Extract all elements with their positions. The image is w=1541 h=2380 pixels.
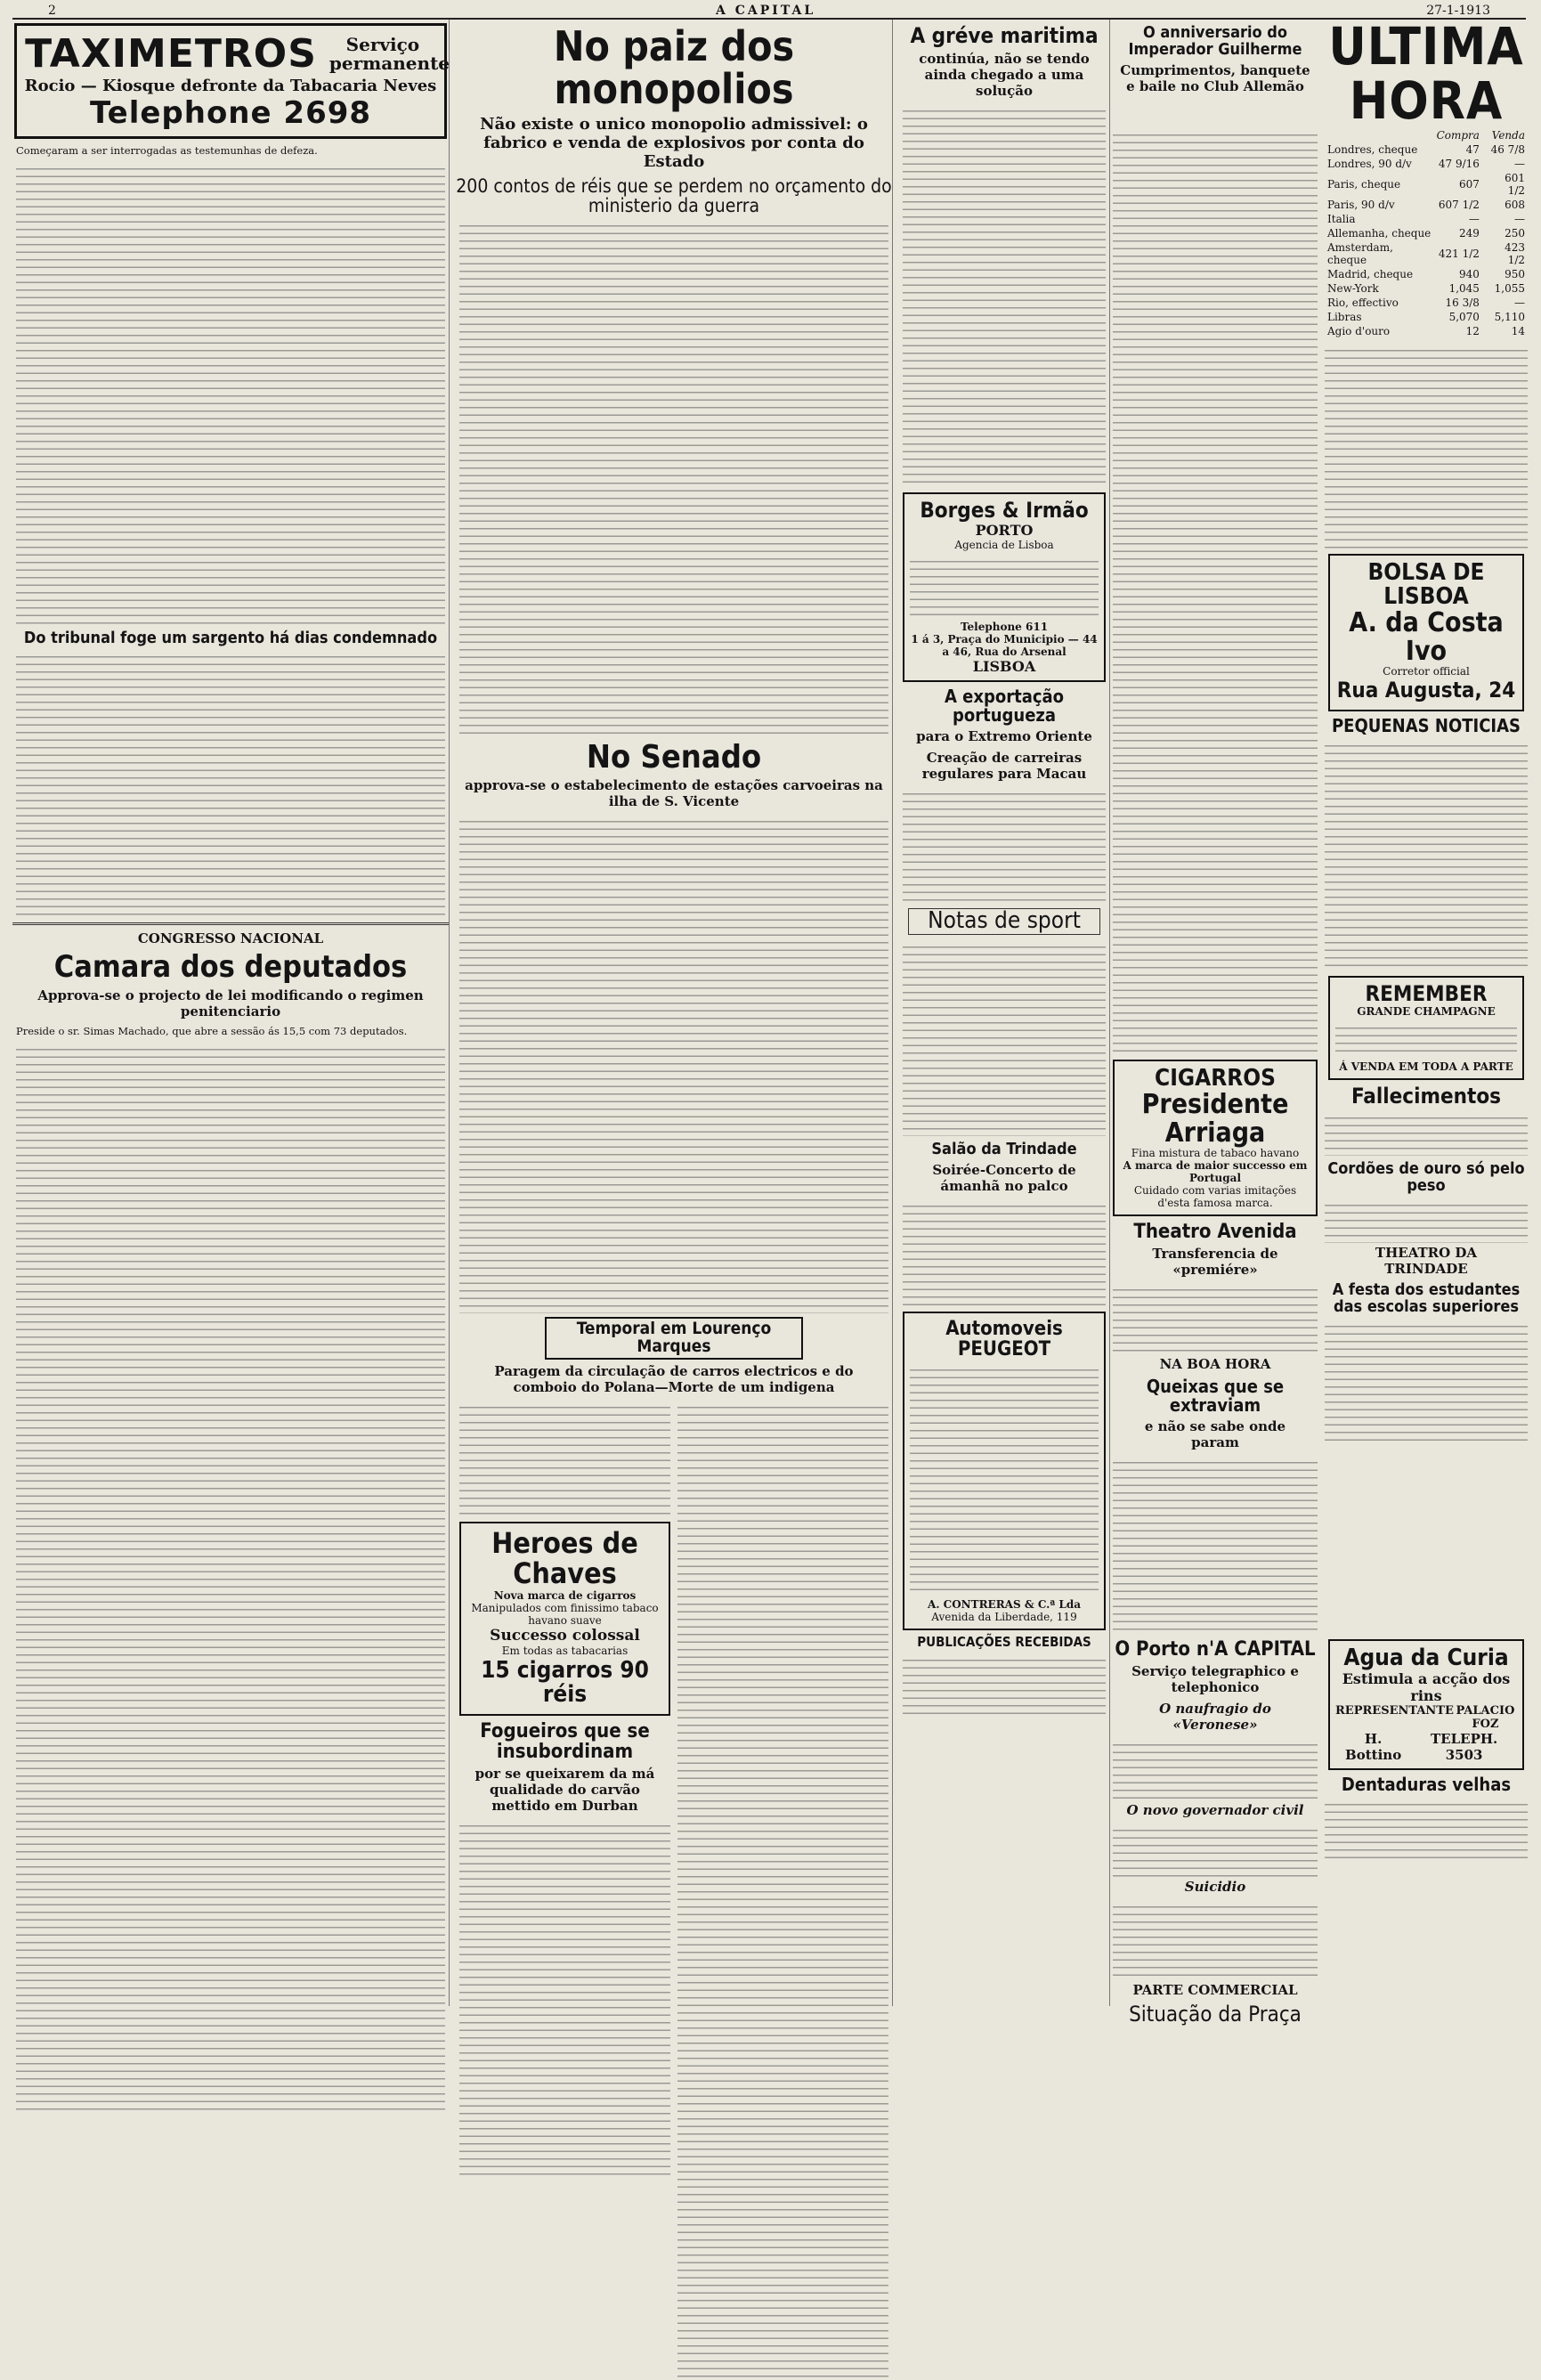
text-block xyxy=(903,1199,1106,1306)
page-number: 2 xyxy=(48,4,56,18)
heroes-line-4: Em todas as tabacarias xyxy=(501,1644,629,1657)
borges-city-2: LISBOA xyxy=(972,658,1036,676)
publicacoes-headline: PUBLICAÇÕES RECEBIDAS xyxy=(917,1633,1091,1650)
exchange-row xyxy=(1325,240,1528,267)
exchange-currency: Paris, 90 d/v xyxy=(1327,198,1395,211)
bolsa-lisboa-ad xyxy=(1328,554,1524,711)
boa-hora-label: NA BOA HORA xyxy=(1159,1356,1271,1373)
exchange-buy: 940 xyxy=(1459,267,1480,280)
curia-rep: REPRESENTANTE xyxy=(1335,1704,1454,1718)
remember-sub: GRANDE CHAMPAGNE xyxy=(1357,1004,1496,1018)
text-block xyxy=(903,940,1106,1136)
export-subheadline-2: Creação de carreiras regulares para Macau xyxy=(921,750,1087,783)
exchange-buy: 16 3/8 xyxy=(1445,296,1480,309)
fogueiros-headline: Fogueiros que se insubordinam xyxy=(480,1720,650,1764)
cig-line-3: Cuidado com varias imitações d'esta famosa marca. xyxy=(1133,1184,1297,1210)
camara-subheadline: Approva-se o projecto de lei modificando o regimen penitenciario xyxy=(37,987,424,1020)
exchange-sell: 46 7/8 xyxy=(1490,142,1525,156)
cig-name: Presidente Arriaga xyxy=(1141,1089,1289,1149)
tribunal-headline: Do tribunal foge um sargento há dias condemnado xyxy=(23,628,438,647)
aniv-headline: O anniversario do Imperador Guilherme xyxy=(1128,23,1302,59)
pequenas-headline: PEQUENAS NOTICIAS xyxy=(1332,714,1521,736)
text-block xyxy=(459,1401,670,1516)
bolsa-role: Corretor official xyxy=(1383,665,1470,678)
text-block xyxy=(1113,1824,1318,1877)
masthead xyxy=(12,4,1526,20)
governador-headline: O novo governador civil xyxy=(1126,1802,1304,1819)
remember-sale: Á VENDA EM TODA A PARTE xyxy=(1339,1060,1513,1073)
taximetros-ad xyxy=(14,23,450,139)
exchange-sell: — xyxy=(1514,157,1525,170)
exchange-buy: 421 1/2 xyxy=(1438,247,1480,260)
exchange-sell: 601 1/2 xyxy=(1505,171,1525,197)
column-4 xyxy=(1113,16,1528,2027)
text-block xyxy=(1113,1283,1318,1354)
congress-label: CONGRESSO NACIONAL xyxy=(137,930,324,947)
column-2 xyxy=(456,20,893,2006)
text-block xyxy=(1325,739,1528,971)
exchange-row xyxy=(1325,267,1528,281)
export-subheadline: para o Extremo Oriente xyxy=(916,728,1092,745)
peugeot-ad xyxy=(903,1312,1106,1630)
text-block xyxy=(903,787,1106,903)
text-block xyxy=(459,219,888,735)
exchange-currency: Rio, effectivo xyxy=(1327,296,1399,309)
heroes-price: 15 cigarros 90 réis xyxy=(481,1656,649,1708)
exchange-sell: 250 xyxy=(1505,226,1525,240)
fogueiros-subheadline: por se queixarem da má qualidade do carvão mettido em Durban xyxy=(474,1766,655,1815)
festa-headline: A festa dos estudantes das escolas superiores xyxy=(1332,1279,1521,1316)
exchange-sell: 5,110 xyxy=(1494,310,1525,323)
exchange-table xyxy=(1325,128,1528,338)
exchange-sell: 423 1/2 xyxy=(1505,240,1525,266)
trindade-theatre-label: THEATRO DA TRINDADE xyxy=(1375,1244,1478,1277)
main-subheadline: Não existe o unico monopolio admissivel: o fabrico e venda de explosivos por conta do Estado xyxy=(480,114,868,171)
porto-subheadline: Serviço telegraphico e telephonico xyxy=(1131,1663,1299,1696)
exchange-sell: — xyxy=(1514,296,1525,309)
text-block xyxy=(459,1819,670,2175)
exchange-currency: Agio d'ouro xyxy=(1327,324,1391,337)
cig-line-2: A marca de maior successo em Portugal xyxy=(1123,1159,1308,1185)
exchange-row xyxy=(1325,142,1528,157)
queixas-subheadline: e não se sabe onde param xyxy=(1144,1418,1286,1451)
exchange-row xyxy=(1325,324,1528,338)
exchange-row xyxy=(1325,281,1528,296)
borges-city: PORTO xyxy=(975,522,1034,540)
exchange-sell: 950 xyxy=(1505,267,1525,280)
teatro-subheadline: Transferencia de «premiére» xyxy=(1152,1246,1278,1279)
exchange-currency: Londres, 90 d/v xyxy=(1327,157,1412,170)
exchange-row xyxy=(1325,296,1528,310)
heroes-line-3: Successo colossal xyxy=(490,1626,640,1645)
peugeot-address: Avenida da Liberdade, 119 xyxy=(931,1610,1077,1623)
text-block xyxy=(1325,1111,1528,1156)
curia-name: H. Bottino xyxy=(1345,1731,1402,1764)
taxi-place: Rocio — Kiosque defronte da Tabacaria Neves xyxy=(24,77,437,95)
curia-sub: Estimula a acção dos rins xyxy=(1342,1670,1511,1705)
remember-champagne-ad xyxy=(1328,976,1524,1080)
exchange-row xyxy=(1325,171,1528,198)
exchange-buy: 47 9/16 xyxy=(1438,157,1480,170)
porto-headline: O Porto n'A CAPITAL xyxy=(1115,1638,1316,1661)
greve-subheadline: continúa, não se tendo ainda chegado a uma solução xyxy=(919,51,1090,100)
column-3 xyxy=(899,20,1110,2006)
export-headline: A exportação portugueza xyxy=(944,686,1065,727)
exchange-buy: 607 xyxy=(1459,177,1480,191)
exchange-currency: Amsterdam, cheque xyxy=(1327,240,1393,266)
text-block xyxy=(1325,344,1528,548)
table-header: Compra Venda xyxy=(1436,128,1525,142)
exchange-currency: Italia xyxy=(1327,212,1356,225)
exchange-buy: 5,070 xyxy=(1448,310,1480,323)
falec-headline: Fallecimentos xyxy=(1350,1083,1502,1109)
parte-commercial-label: PARTE COMMERCIAL xyxy=(1132,1982,1298,1999)
text-block xyxy=(1325,1798,1528,1860)
agua-curia-ad xyxy=(1328,1639,1524,1770)
camara-headline: Camara dos deputados xyxy=(53,949,408,986)
taxi-service: Serviço permanente xyxy=(328,33,450,74)
trindade-subheadline: Soirée-Concerto de ámanhã no palco xyxy=(932,1161,1076,1194)
exchange-currency: Allemanha, cheque xyxy=(1327,226,1432,240)
exchange-sell: 14 xyxy=(1511,324,1525,337)
article-lede: Preside o sr. Simas Machado, que abre a sessão ás 15,5 com 73 deputados. xyxy=(16,1025,408,1038)
exchange-buy: 12 xyxy=(1465,324,1480,337)
text-block xyxy=(1113,1738,1318,1800)
exchange-sell: 608 xyxy=(1505,198,1525,211)
peugeot-title: Automoveis PEUGEOT xyxy=(945,1317,1063,1361)
suicidio-headline: Suicidio xyxy=(1184,1879,1246,1896)
queixas-headline: Queixas que se extraviam xyxy=(1146,1376,1285,1417)
trindade-headline: Salão da Trindade xyxy=(931,1139,1077,1158)
text-block xyxy=(903,1653,1106,1716)
exchange-row xyxy=(1325,310,1528,324)
paper-name: A CAPITAL xyxy=(716,4,816,18)
exchange-buy: — xyxy=(1468,212,1480,225)
taxi-phone: Telephone 2698 xyxy=(89,95,372,131)
text-block xyxy=(1113,1456,1318,1634)
exchange-currency: Madrid, cheque xyxy=(1327,267,1414,280)
presidente-arriaga-ad xyxy=(1113,1060,1318,1216)
temporal-subheadline: Paragem da circulação de carros electricos e do comboio do Polana—Morte de um indigena xyxy=(494,1363,854,1396)
temporal-headline: Temporal em Lourenço Marques xyxy=(545,1317,803,1360)
borges-irmao-ad xyxy=(903,492,1106,682)
naufragio-headline: O naufragio do «Veronese» xyxy=(1159,1701,1271,1734)
main-subheadline-2: 200 contos de réis que se perdem no orçamento do ministerio da guerra xyxy=(456,175,892,216)
heroes-title: Heroes de Chaves xyxy=(491,1526,638,1590)
exchange-currency: Libras xyxy=(1327,310,1362,323)
greve-headline: A gréve maritima xyxy=(910,23,1099,48)
curia-telephone: TELEPH. 3503 xyxy=(1431,1731,1498,1764)
borges-address: 1 á 3, Praça do Municipio — 44 a 46, Rua do Arsenal xyxy=(911,633,1098,659)
praca-headline: Situação da Praça xyxy=(1129,2002,1302,2027)
bolsa-address: Rua Augusta, 24 xyxy=(1336,678,1516,703)
text-block xyxy=(677,1401,888,2380)
bolsa-title: BOLSA DE LISBOA xyxy=(1367,558,1485,611)
ultima-hora-headline: ULTIMA HORA xyxy=(1328,16,1524,131)
cig-title: CIGARROS xyxy=(1155,1064,1276,1092)
heroes-line-1: Nova marca de cigarros xyxy=(493,1588,637,1602)
text-block xyxy=(459,815,888,1313)
text-block xyxy=(1325,1198,1528,1243)
article-lede: Começaram a ser interrogadas as testemunhas de defeza. xyxy=(16,144,318,157)
exchange-buy: 607 1/2 xyxy=(1438,198,1480,211)
exchange-row xyxy=(1325,212,1528,226)
senado-headline: No Senado xyxy=(586,738,762,776)
heroes-line-2: Manipulados com finissimo tabaco havano suave xyxy=(471,1601,659,1627)
senado-subheadline: approva-se o estabelecimento de estações carvoeiras na ilha de S. Vicente xyxy=(465,777,883,810)
borges-title: Borges & Irmão xyxy=(920,498,1089,524)
exchange-buy: 47 xyxy=(1465,142,1480,156)
exchange-currency: Londres, cheque xyxy=(1327,142,1418,156)
exchange-row xyxy=(1325,157,1528,171)
curia-address: PALACIO FOZ xyxy=(1456,1704,1515,1732)
exchange-currency: New-York xyxy=(1327,281,1379,295)
text-block xyxy=(1325,1320,1528,1444)
text-block xyxy=(16,1043,445,2111)
teatro-headline: Theatro Avenida xyxy=(1133,1221,1297,1244)
exchange-buy: 249 xyxy=(1459,226,1480,240)
exchange-buy: 1,045 xyxy=(1448,281,1480,295)
text-block xyxy=(1113,128,1318,1054)
exchange-sell: — xyxy=(1514,212,1525,225)
sport-headline: Notas de sport xyxy=(908,908,1100,934)
borges-agency: Agencia de Lisboa xyxy=(954,539,1054,552)
cordoes-headline: Cordões de ouro só pelo peso xyxy=(1327,1158,1525,1195)
dentaduras-headline: Dentaduras velhas xyxy=(1341,1774,1512,1796)
text-block xyxy=(16,650,445,917)
exchange-row xyxy=(1325,226,1528,240)
issue-date: 27-1-1913 xyxy=(1426,4,1490,18)
heroes-de-chaves-ad xyxy=(459,1522,670,1716)
aniv-subheadline: Cumprimentos, banquete e baile no Club Allemão xyxy=(1120,61,1310,94)
exchange-sell: 1,055 xyxy=(1494,281,1525,295)
bolsa-name: A. da Costa Ivo xyxy=(1349,607,1504,667)
peugeot-dealer: A. CONTRERAS & C.ª Lda xyxy=(928,1597,1081,1611)
cig-line-1: Fina mistura de tabaco havano xyxy=(1131,1147,1300,1160)
remember-title: REMEMBER xyxy=(1365,980,1488,1006)
text-block xyxy=(903,104,1106,487)
borges-telephone: Telephone 611 xyxy=(960,621,1049,634)
exchange-row xyxy=(1325,198,1528,212)
main-headline: No paiz dos monopolios xyxy=(553,22,795,114)
curia-title: Agua da Curia xyxy=(1343,1645,1509,1672)
text-block xyxy=(1113,1900,1318,1980)
column-1 xyxy=(12,20,450,2006)
text-block xyxy=(16,162,445,625)
exchange-currency: Paris, cheque xyxy=(1327,177,1401,191)
taxi-title: TAXIMETROS xyxy=(25,31,317,77)
